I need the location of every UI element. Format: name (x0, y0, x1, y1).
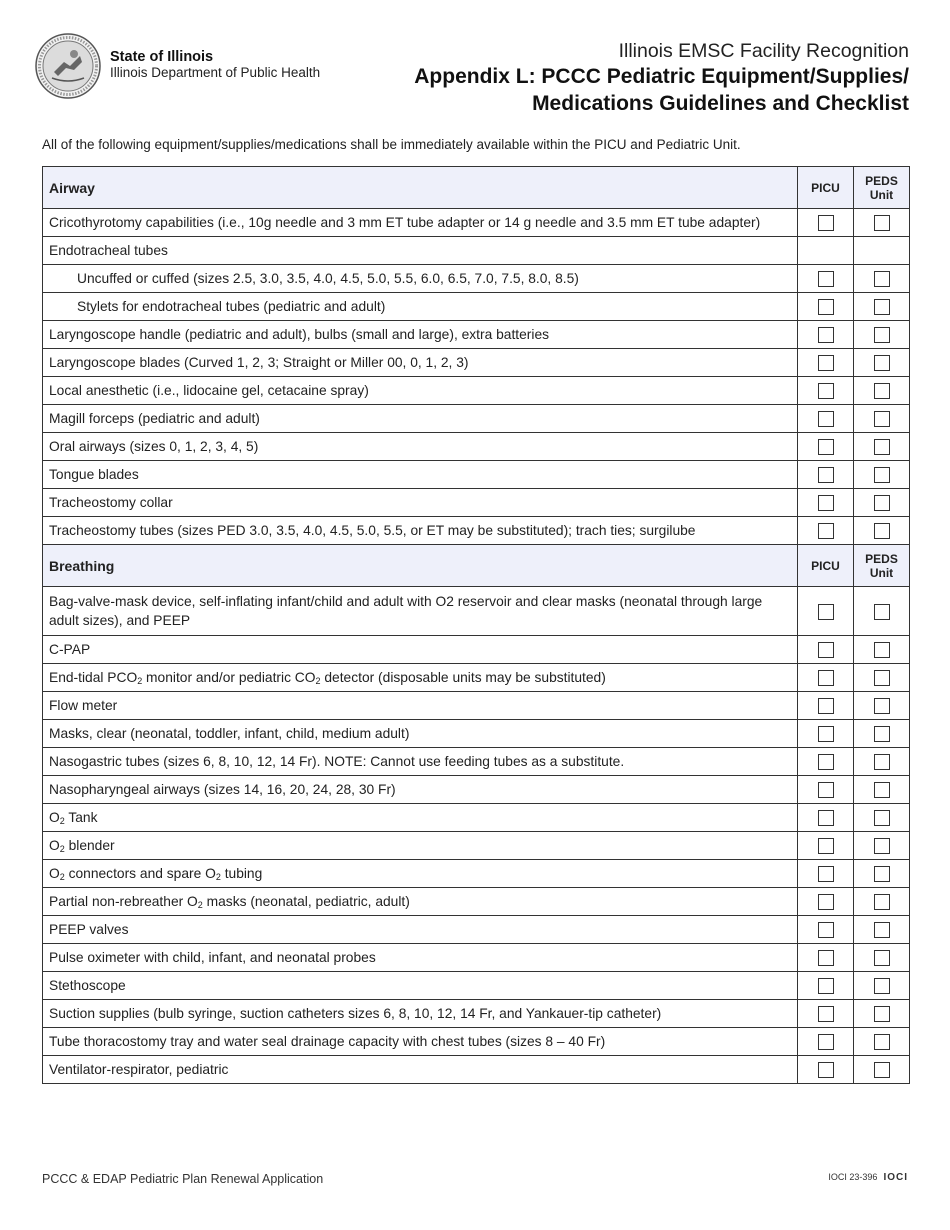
picu-cell (798, 433, 854, 461)
picu-checkbox[interactable] (818, 1034, 834, 1050)
peds-unit-cell (854, 489, 910, 517)
peds-unit-checkbox[interactable] (874, 215, 890, 231)
item-text-part: tubing (220, 866, 263, 881)
item-text-part: O (49, 810, 60, 825)
subscript: 2 (137, 676, 143, 686)
peds-unit-cell (854, 860, 910, 888)
peds-unit-checkbox[interactable] (874, 439, 890, 455)
peds-unit-checkbox[interactable] (874, 1006, 890, 1022)
picu-checkbox[interactable] (818, 383, 834, 399)
item-text-part: masks (neonatal, pediatric, adult) (202, 894, 410, 909)
peds-unit-checkbox[interactable] (874, 411, 890, 427)
column-header-peds-line1: PEDS (865, 173, 898, 188)
picu-checkbox[interactable] (818, 950, 834, 966)
picu-checkbox[interactable] (818, 1006, 834, 1022)
peds-unit-cell (854, 237, 910, 265)
picu-checkbox[interactable] (818, 523, 834, 539)
checklist-row (43, 804, 910, 832)
picu-checkbox[interactable] (818, 698, 834, 714)
checklist-row (43, 888, 910, 916)
picu-cell (798, 1056, 854, 1084)
item-description: Tongue blades (43, 461, 798, 489)
peds-unit-cell (854, 804, 910, 832)
picu-checkbox[interactable] (818, 299, 834, 315)
item-description (43, 664, 798, 692)
picu-checkbox[interactable] (818, 271, 834, 287)
checklist-row (43, 433, 910, 461)
section-title: Breathing (43, 545, 798, 587)
picu-checkbox[interactable] (818, 439, 834, 455)
peds-unit-cell (854, 832, 910, 860)
picu-checkbox[interactable] (818, 866, 834, 882)
peds-unit-cell (854, 517, 910, 545)
peds-unit-checkbox[interactable] (874, 754, 890, 770)
column-header-peds-line2: Unit (869, 565, 894, 580)
checklist-row (43, 489, 910, 517)
peds-unit-checkbox[interactable] (874, 726, 890, 742)
checklist-row (43, 293, 910, 321)
item-description: Local anesthetic (i.e., lidocaine gel, cetacaine spray) (43, 377, 798, 405)
picu-checkbox[interactable] (818, 355, 834, 371)
picu-checkbox[interactable] (818, 978, 834, 994)
item-text-part: Partial non-rebreather O (49, 894, 198, 909)
peds-unit-cell (854, 461, 910, 489)
picu-cell (798, 1000, 854, 1028)
peds-unit-cell (854, 636, 910, 664)
peds-unit-checkbox[interactable] (874, 1062, 890, 1078)
picu-cell (798, 720, 854, 748)
checklist-row (43, 776, 910, 804)
picu-checkbox[interactable] (818, 670, 834, 686)
peds-unit-checkbox[interactable] (874, 467, 890, 483)
peds-unit-checkbox[interactable] (874, 604, 890, 620)
picu-checkbox[interactable] (818, 1062, 834, 1078)
peds-unit-cell (854, 209, 910, 237)
item-description: Cricothyrotomy capabilities (i.e., 10g needle and 3 mm ET tube adapter or 14 g needle and 3.5 mm ET tube adapter) (43, 209, 798, 237)
item-text-part: connectors and spare O (64, 866, 216, 881)
item-text-part: blender (64, 838, 115, 853)
peds-unit-cell (854, 972, 910, 1000)
checklist-row (43, 636, 910, 664)
peds-unit-checkbox[interactable] (874, 838, 890, 854)
picu-checkbox[interactable] (818, 467, 834, 483)
picu-cell (798, 489, 854, 517)
item-description: Flow meter (43, 692, 798, 720)
peds-unit-cell (854, 349, 910, 377)
peds-unit-cell (854, 265, 910, 293)
item-description: Bag-valve-mask device, self-inflating infant/child and adult with O2 reservoir and clear masks (neonatal through large adult sizes), and PEEP (43, 587, 798, 636)
picu-checkbox[interactable] (818, 495, 834, 511)
picu-cell (798, 377, 854, 405)
column-header-picu: PICU (798, 545, 854, 587)
item-description: Tracheostomy collar (43, 489, 798, 517)
peds-unit-checkbox[interactable] (874, 271, 890, 287)
checklist-row (43, 944, 910, 972)
item-description: Magill forceps (pediatric and adult) (43, 405, 798, 433)
footer-title: PCCC & EDAP Pediatric Plan Renewal Application (42, 1172, 324, 1186)
picu-checkbox[interactable] (818, 215, 834, 231)
peds-unit-checkbox[interactable] (874, 383, 890, 399)
item-description: Laryngoscope handle (pediatric and adult), bulbs (small and large), extra batteries (43, 321, 798, 349)
picu-cell (798, 209, 854, 237)
item-description: Endotracheal tubes (43, 237, 798, 265)
checklist-row (43, 916, 910, 944)
checklist-row (43, 209, 910, 237)
subscript: 2 (59, 872, 65, 882)
peds-unit-cell (854, 377, 910, 405)
item-description: Oral airways (sizes 0, 1, 2, 3, 4, 5) (43, 433, 798, 461)
item-description: Tube thoracostomy tray and water seal drainage capacity with chest tubes (sizes 8 – 40 Fr) (43, 1028, 798, 1056)
picu-cell (798, 587, 854, 636)
picu-cell (798, 804, 854, 832)
item-description (43, 888, 798, 916)
peds-unit-checkbox[interactable] (874, 327, 890, 343)
item-description (43, 832, 798, 860)
picu-checkbox[interactable] (818, 327, 834, 343)
section-header-row (43, 545, 910, 587)
picu-checkbox[interactable] (818, 411, 834, 427)
item-description: C-PAP (43, 636, 798, 664)
section-header-row (43, 167, 910, 209)
peds-unit-cell (854, 916, 910, 944)
checklist-row (43, 517, 910, 545)
equipment-checklist (42, 166, 910, 1084)
item-text-part: detector (disposable units may be substituted) (320, 670, 606, 685)
peds-unit-cell (854, 720, 910, 748)
checklist-row (43, 265, 910, 293)
subscript: 2 (315, 676, 321, 686)
subscript: 2 (59, 844, 65, 854)
item-text-part: monitor and/or pediatric CO (142, 670, 316, 685)
picu-checkbox[interactable] (818, 726, 834, 742)
checklist-row (43, 587, 910, 636)
peds-unit-cell (854, 888, 910, 916)
peds-unit-checkbox[interactable] (874, 978, 890, 994)
subscript: 2 (59, 816, 65, 826)
peds-unit-cell (854, 692, 910, 720)
peds-unit-checkbox[interactable] (874, 922, 890, 938)
picu-cell (798, 748, 854, 776)
picu-cell (798, 692, 854, 720)
picu-cell (798, 265, 854, 293)
peds-unit-cell (854, 944, 910, 972)
peds-unit-checkbox[interactable] (874, 866, 890, 882)
peds-unit-checkbox[interactable] (874, 495, 890, 511)
picu-checkbox[interactable] (818, 754, 834, 770)
picu-checkbox[interactable] (818, 604, 834, 620)
department-name: Illinois Department of Public Health (110, 65, 321, 80)
item-description: Pulse oximeter with child, infant, and neonatal probes (43, 944, 798, 972)
item-description: Stethoscope (43, 972, 798, 1000)
peds-unit-cell (854, 748, 910, 776)
peds-unit-cell (854, 1056, 910, 1084)
checklist-row (43, 1056, 910, 1084)
picu-checkbox[interactable] (818, 782, 834, 798)
picu-cell (798, 860, 854, 888)
checklist-row (43, 692, 910, 720)
peds-unit-cell (854, 433, 910, 461)
picu-cell (798, 664, 854, 692)
picu-checkbox[interactable] (818, 838, 834, 854)
picu-checkbox[interactable] (818, 922, 834, 938)
appendix-title-line-1: Appendix L: PCCC Pediatric Equipment/Supplies/ (414, 65, 909, 88)
checklist-row (43, 832, 910, 860)
column-header-picu: PICU (798, 167, 854, 209)
checklist-row (43, 720, 910, 748)
checklist-row (43, 1000, 910, 1028)
peds-unit-checkbox[interactable] (874, 642, 890, 658)
picu-cell (798, 1028, 854, 1056)
column-header-peds-line2: Unit (869, 187, 894, 202)
checklist-row (43, 860, 910, 888)
footer-form-number (828, 1172, 908, 1183)
peds-unit-checkbox[interactable] (874, 950, 890, 966)
picu-cell (798, 237, 854, 265)
peds-unit-checkbox[interactable] (874, 894, 890, 910)
checklist-row (43, 461, 910, 489)
peds-unit-cell (854, 776, 910, 804)
column-header-peds-unit (854, 167, 910, 209)
column-header-peds-unit (854, 545, 910, 587)
peds-unit-checkbox[interactable] (874, 299, 890, 315)
item-description: Stylets for endotracheal tubes (pediatric and adult) (43, 293, 798, 321)
peds-unit-checkbox[interactable] (874, 523, 890, 539)
picu-cell (798, 636, 854, 664)
peds-unit-cell (854, 405, 910, 433)
program-title: Illinois EMSC Facility Recognition (618, 40, 909, 62)
agency-block (110, 49, 320, 81)
picu-cell (798, 888, 854, 916)
state-name: State of Illinois (110, 49, 214, 65)
column-header-peds-line1: PEDS (865, 551, 898, 566)
item-description: Nasogastric tubes (sizes 6, 8, 10, 12, 14 Fr). NOTE: Cannot use feeding tubes as a substitute. (43, 748, 798, 776)
peds-unit-cell (854, 664, 910, 692)
peds-unit-cell (854, 1000, 910, 1028)
item-text-part: Tank (64, 810, 98, 825)
picu-checkbox[interactable] (818, 810, 834, 826)
item-description: Tracheostomy tubes (sizes PED 3.0, 3.5, 4.0, 4.5, 5.0, 5.5, or ET may be substituted); trach ties; surgilube (43, 517, 798, 545)
checklist-row (43, 377, 910, 405)
checklist-row (43, 405, 910, 433)
picu-cell (798, 405, 854, 433)
peds-unit-checkbox[interactable] (874, 1034, 890, 1050)
picu-cell (798, 944, 854, 972)
state-seal-icon (34, 32, 102, 100)
subscript: 2 (215, 872, 221, 882)
picu-cell (798, 293, 854, 321)
picu-cell (798, 321, 854, 349)
peds-unit-checkbox[interactable] (874, 810, 890, 826)
item-description: Uncuffed or cuffed (sizes 2.5, 3.0, 3.5, 4.0, 4.5, 5.0, 5.5, 6.0, 6.5, 7.0, 7.5, 8.0, 8.5) (43, 265, 798, 293)
peds-unit-checkbox[interactable] (874, 782, 890, 798)
item-description (43, 860, 798, 888)
item-description: Masks, clear (neonatal, toddler, infant, child, medium adult) (43, 720, 798, 748)
peds-unit-cell (854, 321, 910, 349)
subscript: 2 (197, 900, 203, 910)
picu-cell (798, 776, 854, 804)
peds-unit-cell (854, 293, 910, 321)
checklist-row (43, 237, 910, 265)
peds-unit-checkbox[interactable] (874, 698, 890, 714)
appendix-title-line-2: Medications Guidelines and Checklist (532, 92, 909, 115)
picu-checkbox[interactable] (818, 642, 834, 658)
picu-cell (798, 517, 854, 545)
checklist-row (43, 349, 910, 377)
item-description: Ventilator-respirator, pediatric (43, 1056, 798, 1084)
picu-cell (798, 832, 854, 860)
item-description: Laryngoscope blades (Curved 1, 2, 3; Straight or Miller 00, 0, 1, 2, 3) (43, 349, 798, 377)
picu-cell (798, 461, 854, 489)
peds-unit-cell (854, 1028, 910, 1056)
item-description: Suction supplies (bulb syringe, suction catheters sizes 6, 8, 10, 12, 14 Fr, and Yankauer-tip catheter) (43, 1000, 798, 1028)
document-titles (414, 40, 909, 117)
item-description: PEEP valves (43, 916, 798, 944)
form-number: IOCI 23-396 (828, 1172, 878, 1182)
peds-unit-checkbox[interactable] (874, 670, 890, 686)
checklist-row (43, 748, 910, 776)
checklist-row (43, 664, 910, 692)
picu-checkbox[interactable] (818, 894, 834, 910)
item-text-part: O (49, 838, 60, 853)
printer-mark: IOCI (883, 1172, 908, 1183)
checklist-row (43, 972, 910, 1000)
peds-unit-checkbox[interactable] (874, 355, 890, 371)
picu-cell (798, 349, 854, 377)
item-description (43, 804, 798, 832)
item-text-part: End-tidal PCO (49, 670, 138, 685)
checklist-row (43, 1028, 910, 1056)
page-header (34, 32, 909, 124)
picu-cell (798, 916, 854, 944)
item-text-part: O (49, 866, 60, 881)
picu-cell (798, 972, 854, 1000)
checklist-row (43, 321, 910, 349)
peds-unit-cell (854, 587, 910, 636)
intro-text: All of the following equipment/supplies/medications shall be immediately available within the PICU and Pediatric Unit. (42, 137, 741, 152)
item-description: Nasopharyngeal airways (sizes 14, 16, 20, 24, 28, 30 Fr) (43, 776, 798, 804)
section-title: Airway (43, 167, 798, 209)
